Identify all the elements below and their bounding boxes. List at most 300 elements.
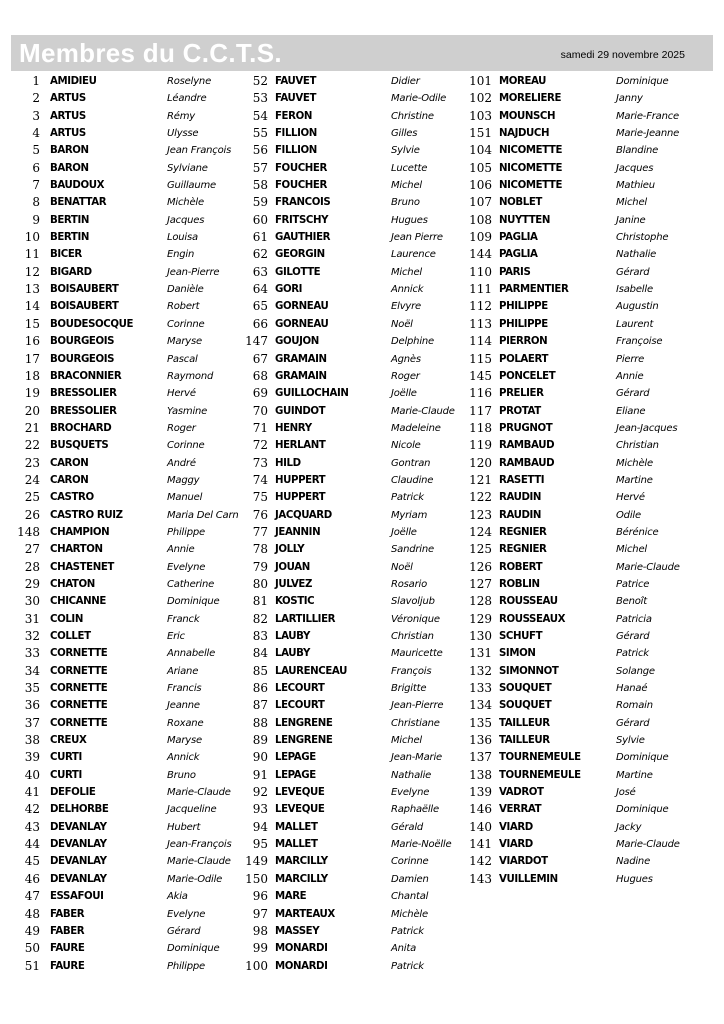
member-last-name: CREUX [50,735,87,747]
member-number: 127 [469,576,492,591]
member-first-name: Marie-Claude [167,856,231,868]
member-last-name: TOURNEMEULE [499,752,581,764]
member-last-name: BOUDESOCQUE [50,318,134,330]
member-number: 80 [252,576,268,591]
member-number: 27 [24,542,40,557]
page-date: samedi 29 novembre 2025 [560,49,685,61]
member-number: 53 [252,91,268,106]
member-number: 117 [469,403,492,418]
member-first-name: Ariane [167,665,199,677]
member-first-name: Roger [391,370,420,382]
member-number: 56 [252,143,268,158]
member-last-name: MORELIERE [499,93,562,105]
member-last-name: POLAERT [499,353,548,365]
member-last-name: COLIN [50,613,83,625]
member-first-name: Christophe [616,232,669,244]
member-last-name: VUILLEMIN [499,873,558,885]
member-first-name: Martine [616,769,653,781]
member-number: 146 [469,802,492,817]
member-first-name: Christiane [391,717,440,729]
member-last-name: ROBERT [499,561,543,573]
member-last-name: HILD [275,457,301,469]
member-number: 136 [469,733,492,748]
member-last-name: GOUJON [275,336,319,348]
member-last-name: LENGRENE [275,735,333,747]
member-first-name: Annie [616,370,644,382]
member-first-name: Blandine [616,145,659,157]
member-first-name: Delphine [391,336,434,348]
member-first-name: Gérald [391,821,424,833]
member-number: 79 [252,559,268,574]
member-first-name: Sylvie [391,145,420,157]
member-number: 108 [469,212,492,227]
member-number: 93 [252,802,268,817]
member-first-name: Nadine [616,856,651,868]
member-number: 7 [32,178,40,193]
member-last-name: VERRAT [499,804,542,816]
member-number: 3 [32,108,40,123]
member-first-name: Jean-Marie [391,752,442,764]
member-first-name: Marie-France [616,110,679,122]
member-last-name: BOISAUBERT [50,301,119,313]
member-last-name: CORNETTE [50,648,108,660]
member-first-name: Patrick [616,648,649,660]
member-number: 144 [469,247,492,262]
member-last-name: RAMBAUD [499,440,555,452]
member-number: 1 [32,74,40,88]
member-last-name: GORI [275,284,303,296]
member-last-name: HERLANT [275,440,326,452]
member-first-name: Roxane [167,717,204,729]
member-number: 151 [469,126,492,141]
member-last-name: RAUDIN [499,492,542,504]
member-first-name: Jean Pierre [391,232,443,244]
member-number: 24 [24,472,40,487]
member-last-name: GUILLOCHAIN [275,388,349,400]
member-last-name: HENRY [275,422,312,434]
member-last-name: GRAMAIN [275,370,327,382]
member-last-name: ARTUS [50,93,86,105]
member-number: 126 [469,559,492,574]
member-first-name: Slavoljub [391,596,435,608]
member-last-name: CORNETTE [50,683,108,695]
member-number: 28 [24,559,40,574]
member-last-name: PAGLIA [499,249,538,261]
member-first-name: Laurence [391,249,436,261]
member-first-name: Anita [391,943,417,955]
member-number: 34 [24,663,40,678]
member-number: 143 [469,871,492,886]
member-number: 100 [245,958,268,973]
member-last-name: CORNETTE [50,717,108,729]
member-last-name: PROTAT [499,405,541,417]
member-first-name: Akia [167,891,188,903]
member-last-name: PRELIER [499,388,544,400]
member-last-name: REGNIER [499,526,547,538]
member-number: 121 [469,472,492,487]
member-number: 37 [24,715,40,730]
page-title: Membres du C.C.T.S. [19,38,282,68]
member-first-name: Joëlle [391,526,417,538]
member-first-name: Annick [391,284,424,296]
member-last-name: MALLET [275,821,318,833]
member-first-name: Michel [391,735,422,747]
member-last-name: LEVEQUE [275,804,325,816]
member-first-name: Gérard [616,717,650,729]
member-first-name: Christian [616,440,659,452]
member-last-name: BERTIN [50,232,89,244]
member-first-name: Hugues [391,214,428,226]
member-number: 74 [252,472,268,487]
member-first-name: Janny [616,93,643,105]
member-number: 137 [469,750,492,765]
member-last-name: JOUAN [275,561,310,573]
member-number: 147 [245,334,268,349]
member-first-name: Marie-Odile [167,873,223,885]
member-last-name: CHASTENET [50,561,114,573]
member-number: 15 [24,316,40,331]
member-last-name: LAURENCEAU [275,665,347,677]
member-last-name: JEANNIN [275,526,321,538]
member-last-name: BRESSOLIER [50,405,117,417]
member-last-name: LEPAGE [275,769,316,781]
member-first-name: Patrick [391,925,424,937]
member-number: 107 [469,195,492,210]
member-first-name: Gérard [616,631,650,642]
member-number: 139 [469,785,492,800]
member-last-name: JACQUARD [275,509,332,521]
member-last-name: SOUQUET [499,700,552,712]
member-number: 64 [252,282,268,297]
member-number: 75 [252,490,268,505]
member-first-name: Dominique [616,76,669,87]
member-number: 105 [469,160,492,175]
member-last-name: CHICANNE [50,596,106,608]
member-last-name: GUINDOT [275,405,326,417]
member-number: 101 [469,74,492,88]
member-last-name: GAUTHIER [275,232,331,244]
member-first-name: Jeanne [167,700,200,712]
member-first-name: Marie-Odile [391,93,447,105]
member-first-name: Engin [167,249,195,261]
member-last-name: BROCHARD [50,422,112,434]
member-last-name: SOUQUET [499,683,552,695]
member-first-name: Madeleine [391,422,441,434]
member-first-name: Mathieu [616,180,655,192]
member-first-name: Christine [391,110,434,122]
member-first-name: Gérard [616,266,650,278]
member-last-name: MALLET [275,839,318,851]
member-last-name: ROUSSEAUX [499,613,566,625]
member-first-name: Odile [616,509,641,521]
member-last-name: MONARDI [275,943,328,955]
member-first-name: Marie-Claude [616,839,680,851]
member-last-name: CARON [50,457,89,469]
member-number: 39 [24,750,40,765]
member-number: 138 [469,767,492,782]
member-number: 99 [252,941,268,956]
member-number: 8 [32,195,40,210]
member-first-name: Annabelle [167,648,216,660]
member-first-name: Corinne [167,440,205,452]
member-number: 113 [469,316,492,331]
member-first-name: François [391,665,432,677]
member-number: 128 [469,594,492,609]
member-last-name: LAUBY [275,648,310,660]
member-number: 41 [24,785,40,800]
member-last-name: NOBLET [499,197,542,209]
member-number: 131 [469,646,492,661]
member-first-name: Marie-Claude [616,561,680,573]
member-first-name: Damien [391,873,429,885]
member-number: 94 [252,819,268,834]
member-last-name: NICOMETTE [499,180,563,192]
member-number: 33 [24,646,40,661]
member-number: 30 [24,594,40,609]
member-first-name: Romain [616,700,653,712]
member-first-name: Evelyne [167,561,206,573]
member-first-name: Claudine [391,474,434,486]
member-first-name: Roger [167,422,196,434]
member-first-name: Pierre [616,353,645,365]
member-first-name: Jean-François [167,839,232,851]
member-number: 88 [252,715,268,730]
member-last-name: SIMONNOT [499,665,559,677]
member-number: 13 [24,282,40,297]
member-last-name: KOSTIC [275,596,315,608]
member-first-name: Raymond [167,370,214,382]
member-first-name: Hervé [167,388,196,400]
member-first-name: Sylviane [167,162,208,174]
member-number: 141 [469,837,492,852]
member-first-name: Agnès [391,353,421,365]
member-last-name: BOURGEOIS [50,353,115,365]
member-first-name: Christian [391,631,434,642]
member-last-name: FOUCHER [275,180,327,192]
header-bar [11,35,713,71]
member-number: 134 [469,698,492,713]
member-number: 22 [24,438,40,453]
member-first-name: Evelyne [167,908,206,920]
member-first-name: Eliane [616,405,646,417]
member-last-name: GORNEAU [275,301,329,313]
member-last-name: BAUDOUX [50,180,105,192]
member-first-name: Jean-Pierre [167,266,220,278]
member-number: 70 [252,403,268,418]
member-last-name: CASTRO [50,492,94,504]
member-last-name: LEPAGE [275,752,316,764]
member-last-name: ROBLIN [499,578,540,590]
member-last-name: FAURE [50,960,85,972]
member-last-name: COLLET [50,631,91,642]
member-first-name: Isabelle [616,284,653,296]
member-last-name: PHILIPPE [499,301,548,313]
member-first-name: Michèle [616,457,653,469]
member-number: 40 [24,767,40,782]
member-first-name: Ulysse [167,128,199,140]
member-last-name: MARE [275,891,307,903]
member-last-name: BERTIN [50,214,89,226]
member-number: 149 [245,854,268,869]
member-last-name: PRUGNOT [499,422,553,434]
member-last-name: CHATON [50,578,95,590]
member-number: 38 [24,733,40,748]
member-first-name: Gilles [391,128,418,140]
member-first-name: Didier [391,76,420,87]
member-number: 112 [469,299,492,314]
member-first-name: Evelyne [391,787,430,799]
member-number: 19 [24,386,40,401]
member-number: 17 [24,351,40,366]
member-first-name: Augustin [616,301,659,313]
member-number: 111 [469,282,492,297]
member-last-name: TOURNEMEULE [499,769,581,781]
member-number: 43 [24,819,40,834]
member-number: 86 [252,681,268,696]
member-first-name: Manuel [167,492,203,504]
member-first-name: Lucette [391,162,428,174]
member-number: 50 [24,941,40,956]
member-last-name: NUYTTEN [499,214,550,226]
member-number: 150 [245,871,268,886]
member-first-name: Maggy [167,474,200,486]
member-first-name: Joëlle [391,388,417,400]
member-number: 23 [24,455,40,470]
member-last-name: DEVANLAY [50,839,107,851]
member-number: 32 [24,629,40,643]
member-number: 47 [24,889,40,904]
member-last-name: FABER [50,908,85,920]
member-number: 83 [252,629,268,643]
member-first-name: Pascal [167,353,198,365]
member-last-name: BICER [50,249,82,261]
member-last-name: LENGRENE [275,717,333,729]
member-number: 148 [17,524,40,539]
member-number: 135 [469,715,492,730]
member-number: 48 [24,906,40,921]
member-number: 67 [252,351,268,366]
member-last-name: CASTRO RUIZ [50,509,123,521]
member-first-name: Hubert [167,821,201,833]
member-last-name: MONARDI [275,960,328,972]
member-first-name: Laurent [616,318,654,330]
member-first-name: Dominique [616,804,669,816]
member-number: 82 [252,611,268,626]
member-last-name: MARTEAUX [275,908,335,920]
member-first-name: Michèle [391,908,428,920]
member-last-name: BOURGEOIS [50,336,115,348]
member-number: 12 [24,264,40,279]
member-number: 90 [252,750,268,765]
member-last-name: ESSAFOUI [50,891,104,903]
member-last-name: DEVANLAY [50,856,107,868]
member-first-name: Michel [391,180,422,192]
member-number: 21 [24,420,40,435]
member-last-name: TAILLEUR [499,735,550,747]
member-first-name: Janine [616,214,646,226]
member-last-name: MARCILLY [275,856,328,868]
member-first-name: Philippe [167,526,205,538]
member-number: 124 [469,524,492,539]
member-number: 102 [469,91,492,106]
member-number: 26 [24,507,40,522]
member-first-name: Chantal [391,891,429,903]
member-last-name: LECOURT [275,683,325,695]
member-first-name: Benoît [616,596,647,608]
member-number: 16 [24,334,40,349]
member-first-name: Eric [167,631,185,642]
member-last-name: MOUNSCH [499,110,556,122]
member-last-name: CHARTON [50,544,103,556]
member-number: 45 [24,854,40,869]
member-number: 6 [32,160,40,175]
member-first-name: Brigitte [391,683,427,695]
member-first-name: Jacques [167,214,205,226]
member-first-name: Jean-Pierre [391,700,444,712]
member-number: 69 [252,386,268,401]
member-number: 58 [252,178,268,193]
member-last-name: CHAMPION [50,526,110,538]
member-number: 2 [32,91,40,106]
member-first-name: Jean François [167,145,232,157]
member-last-name: LAUBY [275,631,310,642]
member-last-name: NICOMETTE [499,145,563,157]
member-number: 4 [32,126,40,141]
member-first-name: Noël [391,561,413,573]
member-first-name: Nicole [391,440,421,452]
member-number: 91 [252,767,268,782]
member-first-name: Michèle [167,197,204,209]
member-last-name: BUSQUETS [50,440,109,452]
member-first-name: Dominique [167,596,220,608]
member-last-name: GILOTTE [275,266,321,278]
member-last-name: FILLION [275,145,317,157]
member-number: 130 [469,629,492,643]
member-first-name: Véronique [391,613,440,625]
member-number: 106 [469,178,492,193]
member-last-name: CORNETTE [50,700,108,712]
member-first-name: Maria Del Carn [167,509,239,521]
member-number: 20 [24,403,40,418]
member-last-name: FRANCOIS [275,197,331,209]
member-number: 49 [24,923,40,938]
member-number: 71 [252,420,268,435]
member-first-name: Franck [167,613,200,625]
member-last-name: VIARDOT [499,856,548,868]
member-number: 11 [24,247,40,262]
member-number: 62 [252,247,268,262]
member-last-name: CURTI [50,752,82,764]
member-first-name: Françoise [616,336,663,348]
member-last-name: PAGLIA [499,232,538,244]
member-first-name: Gontran [391,457,431,469]
member-last-name: MARCILLY [275,873,328,885]
member-number: 9 [32,212,40,227]
member-number: 119 [469,438,492,453]
member-first-name: Jean-Jacques [616,422,678,434]
member-first-name: Bruno [391,197,420,209]
member-last-name: FOUCHER [275,162,327,174]
member-first-name: Francis [167,683,202,695]
member-first-name: Hanaé [616,683,648,695]
member-last-name: NAJDUCH [499,128,550,140]
member-last-name: HUPPERT [275,492,326,504]
member-last-name: GEORGIN [275,249,325,261]
member-number: 145 [469,368,492,383]
member-first-name: Dominique [616,752,669,764]
member-number: 76 [252,507,268,522]
member-first-name: Robert [167,301,200,313]
